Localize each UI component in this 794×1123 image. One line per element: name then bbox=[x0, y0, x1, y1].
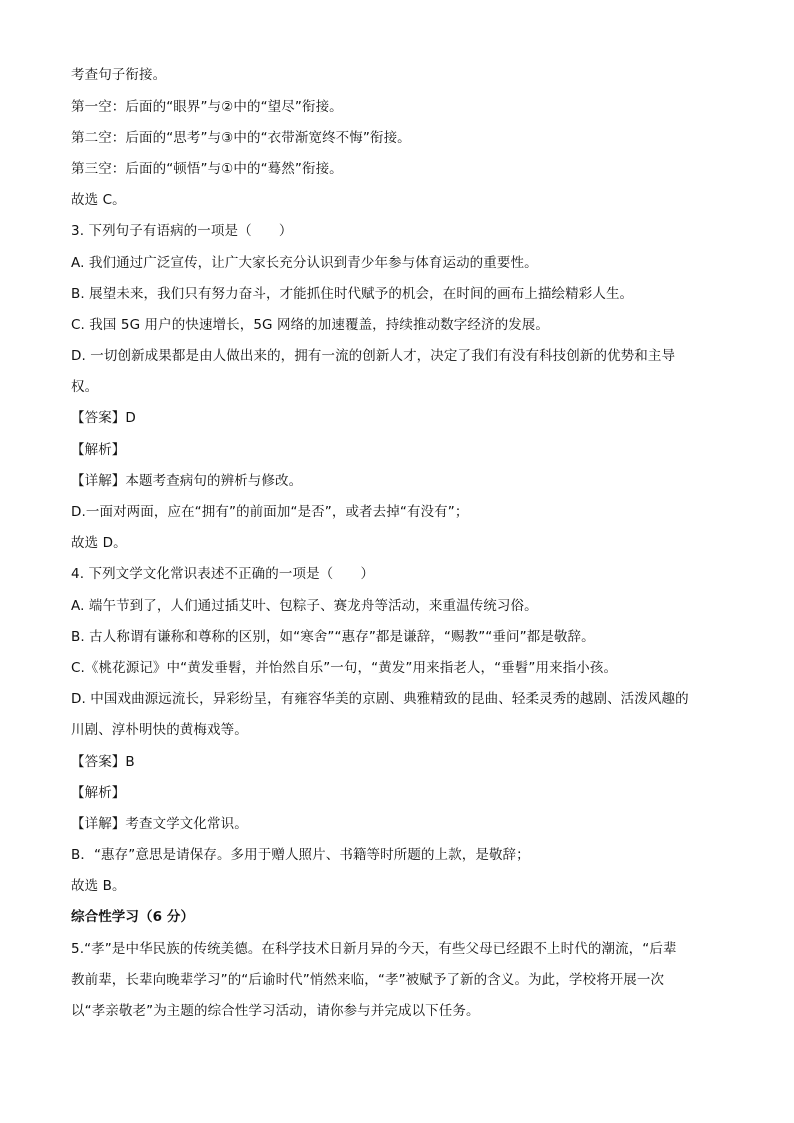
question-3-option-c: C. 我国 5G 用户的快速增长，5G 网络的加速覆盖，持续推动数字经济的发展。 bbox=[71, 317, 549, 333]
question-3-option-a: A. 我们通过广泛宣传，让广大家长充分认识到青少年参与体育运动的重要性。 bbox=[71, 255, 538, 271]
question-4-choice: 故选 B。 bbox=[71, 878, 126, 894]
question-5-paragraph-line-2: 教前辈，长辈向晚辈学习”的“后谕时代”悄然来临，“孝”被赋予了新的含义。为此，学校将开展一次 bbox=[71, 972, 665, 988]
question-4-analysis-heading: 【解析】 bbox=[71, 785, 126, 801]
text-line-blank-3: 第三空：后面的“顿悟”与①中的“蓦然”衔接。 bbox=[71, 161, 343, 177]
question-4-option-b: B. 古人称谓有谦称和尊称的区别，如“寒舍”“惠存”都是谦辞，“赐教”“垂问”都是敬辞。 bbox=[71, 629, 595, 645]
question-5-paragraph-line-3: 以“孝亲敬老”为主题的综合性学习活动，请你参与并完成以下任务。 bbox=[71, 1003, 480, 1019]
question-3-option-d: D. 一切创新成果都是由人做出来的，拥有一流的创新人才，决定了我们有没有科技创新的优势和主导 bbox=[71, 348, 676, 364]
section-heading-comprehensive-study: 综合性学习（6 分） bbox=[71, 909, 195, 925]
question-4-detail: 【详解】考查文学文化常识。 bbox=[71, 816, 248, 832]
question-4-option-c: C.《桃花源记》中“黄发垂髫，并怡然自乐”一句，“黄发”用来指老人，“垂髫”用来指小孩。 bbox=[71, 660, 618, 676]
question-3-explanation: D.一面对两面，应在“拥有”的前面加“是否”，或者去掉“有没有”； bbox=[71, 504, 469, 520]
text-line-blank-2: 第二空：后面的“思考”与③中的“衣带渐宽终不悔”衔接。 bbox=[71, 130, 411, 146]
question-4-answer: 【答案】B bbox=[71, 754, 135, 770]
text-line-blank-1: 第一空：后面的“眼界”与②中的“望尽”衔接。 bbox=[71, 99, 343, 115]
question-3-choice: 故选 D。 bbox=[71, 535, 127, 551]
question-3-option-b: B. 展望未来，我们只有努力奋斗，才能抓住时代赋予的机会，在时间的画布上描绘精彩人生。 bbox=[71, 286, 634, 302]
text-line-sentence-cohesion: 考查句子衔接。 bbox=[71, 67, 167, 83]
question-4-option-d-continued: 川剧、淳朴明快的黄梅戏等。 bbox=[71, 722, 248, 738]
question-3-detail: 【详解】本题考查病句的辨析与修改。 bbox=[71, 473, 303, 489]
question-4-option-d: D. 中国戏曲源远流长，异彩纷呈，有雍容华美的京剧、典雅精致的昆曲、轻柔灵秀的越剧、活泼风趣的 bbox=[71, 691, 689, 707]
question-3-option-d-continued: 权。 bbox=[71, 379, 99, 395]
question-3-answer: 【答案】D bbox=[71, 410, 136, 426]
question-4-stem: 4. 下列文学文化常识表述不正确的一项是（ ） bbox=[71, 566, 375, 582]
question-4-explanation: B．“惠存”意思是请保存。多用于赠人照片、书籍等时所题的上款，是敬辞； bbox=[71, 847, 530, 863]
answer-choice-c: 故选 C。 bbox=[71, 192, 126, 208]
question-4-option-a: A. 端午节到了，人们通过插艾叶、包粽子、赛龙舟等活动，来重温传统习俗。 bbox=[71, 598, 538, 614]
question-3-analysis-heading: 【解析】 bbox=[71, 442, 126, 458]
question-3-stem: 3. 下列句子有语病的一项是（ ） bbox=[71, 223, 293, 239]
question-5-paragraph-line-1: 5.“孝”是中华民族的传统美德。在科学技术日新月异的今天，有些父母已经跟不上时代的潮流，“后辈 bbox=[71, 941, 677, 957]
